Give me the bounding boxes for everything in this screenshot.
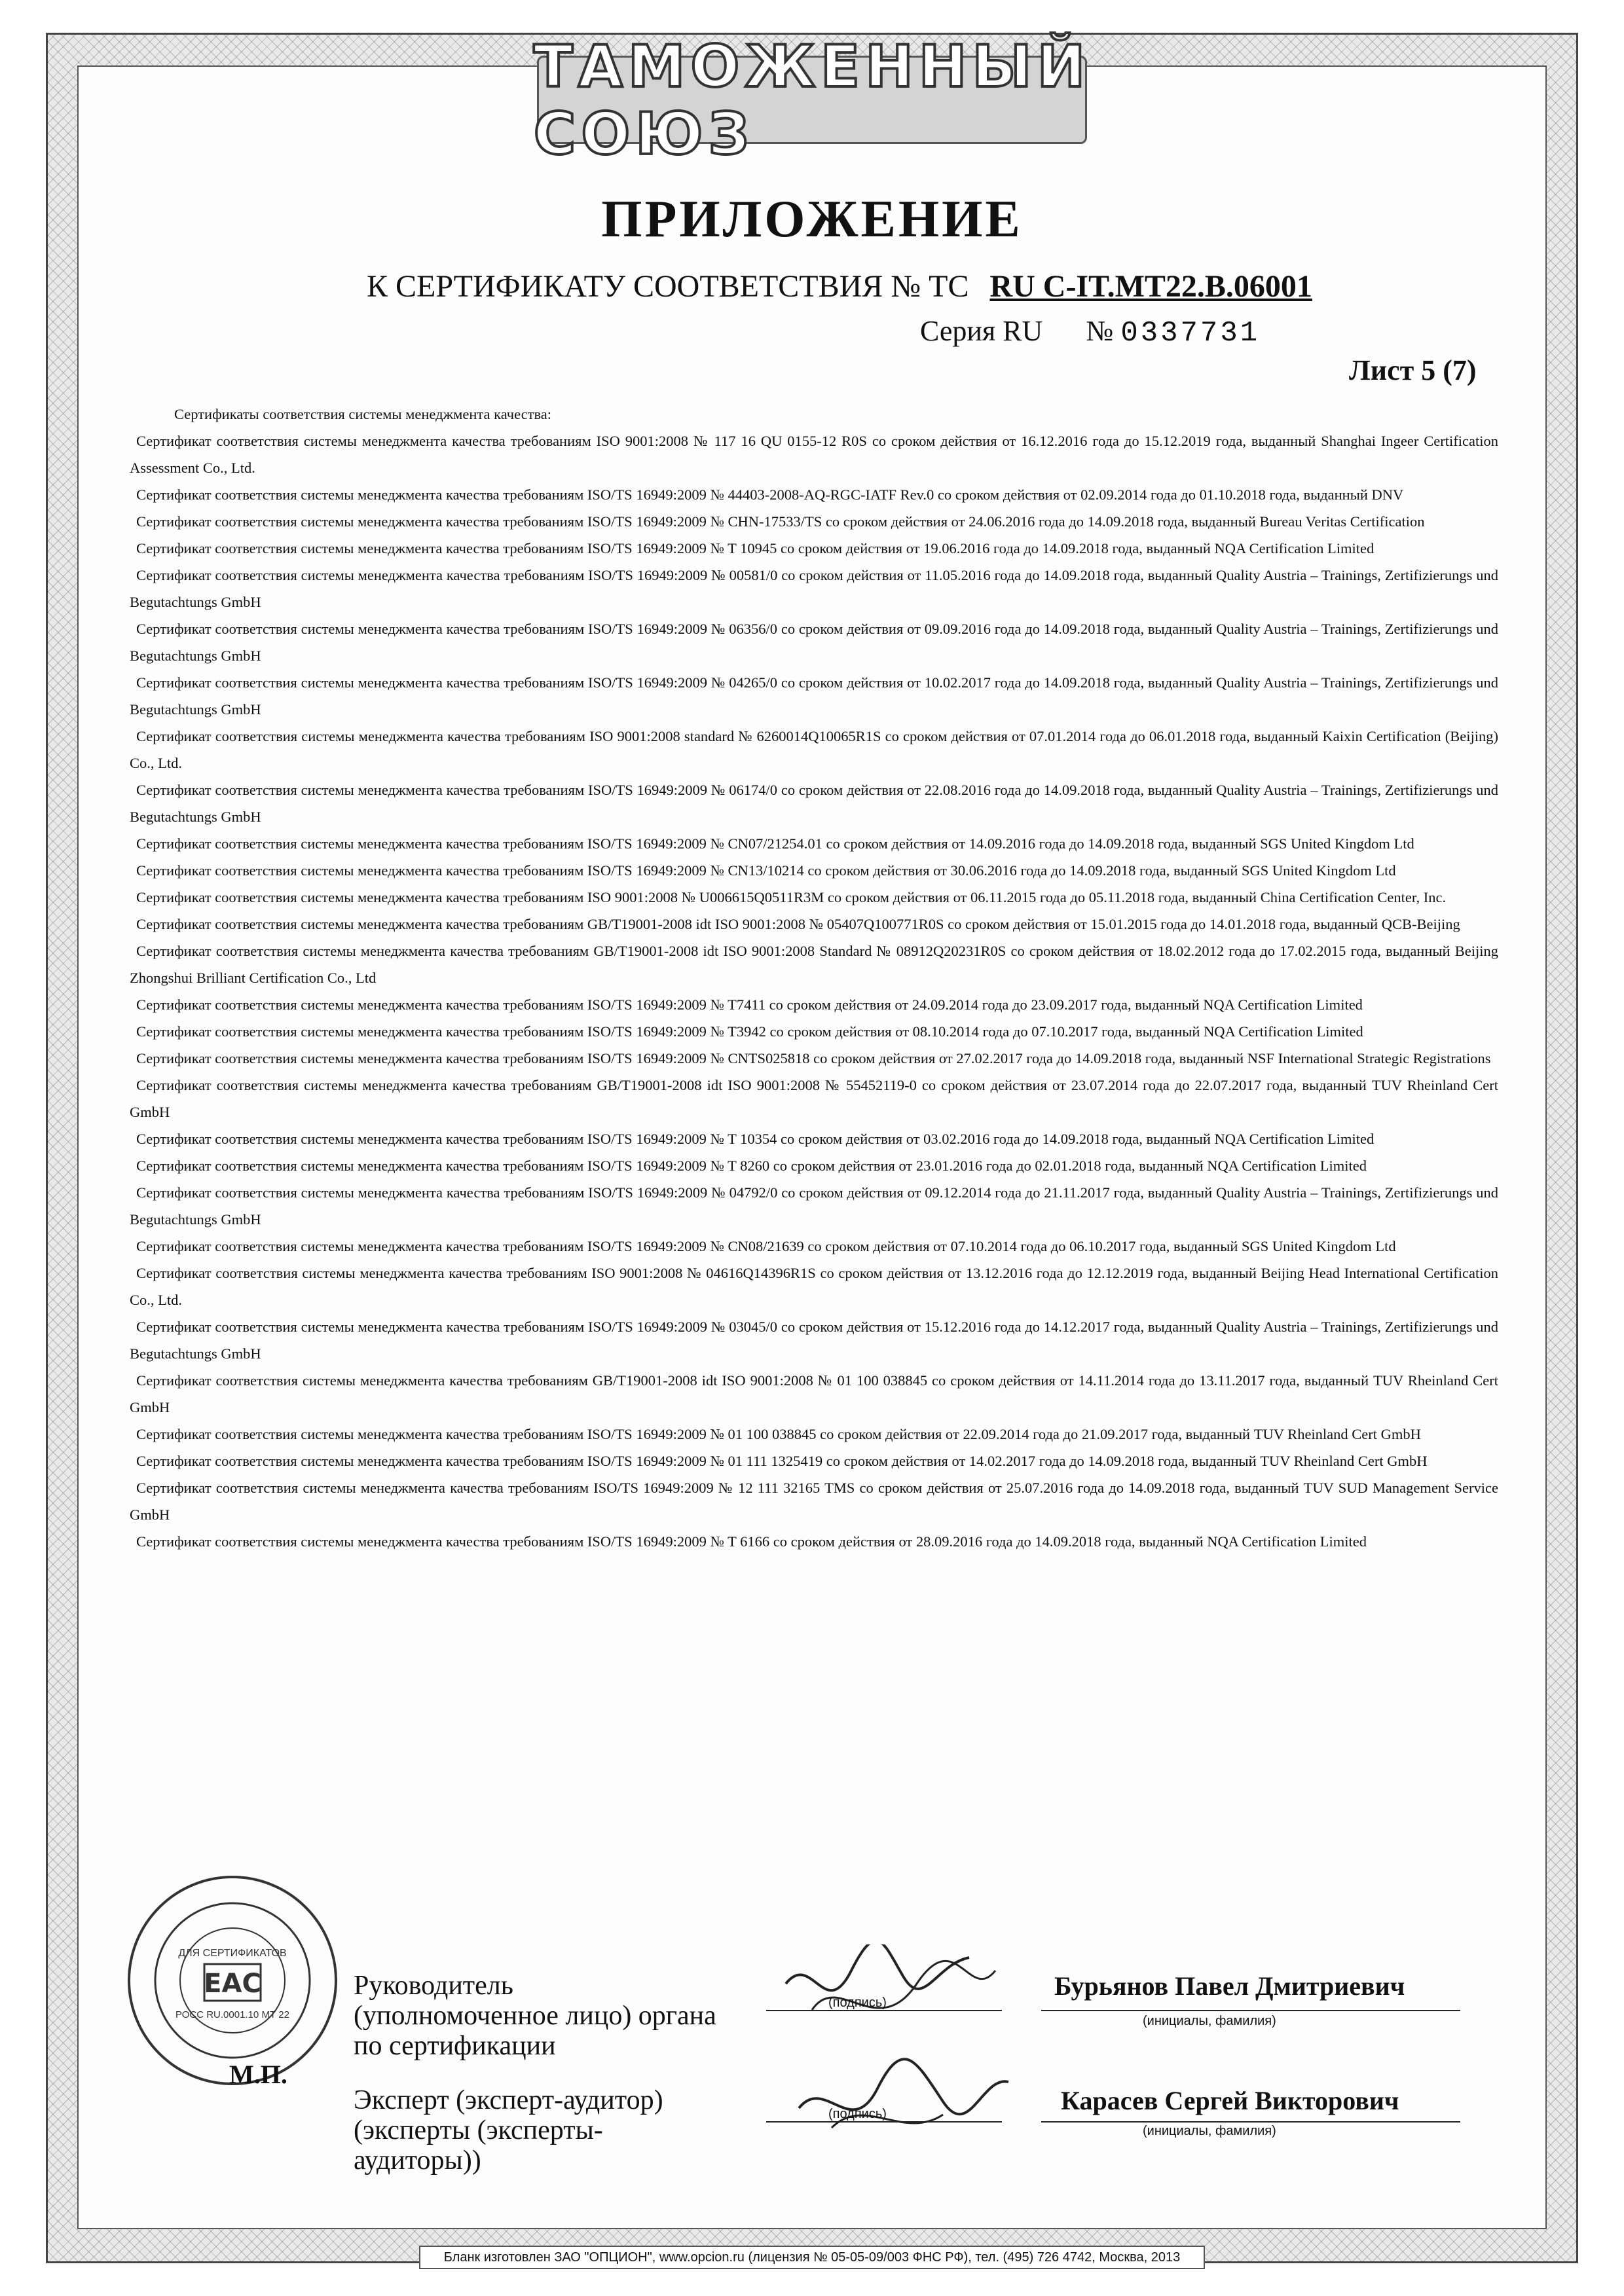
list-heading: Сертификаты соответствия системы менеджмента качества:	[174, 406, 552, 422]
certificate-item: Сертификат соответствия системы менеджмента качества требованиям ISO 9001:2008 standard № 6260014Q10065R1S со сроком действия от 07.01.2014 года до 06.01.2018 года, выданный Kaixin Certification (Beijing) Co., Ltd.	[130, 728, 1498, 771]
certificate-item: Сертификат соответствия системы менеджмента качества требованиям ISO/TS 16949:2009 № 01 100 038845 со сроком действия от 22.09.2014 года до 21.09.2017 года, выданный TUV Rheinland Cert GmbH	[136, 1426, 1421, 1442]
head-name-line	[1041, 2010, 1460, 2011]
certificate-item: Сертификат соответствия системы менеджмента качества требованиям ISO/TS 16949:2009 № 03045/0 со сроком действия от 15.12.2016 года до 14.12.2017 года, выданный Quality Austria – Trainings, Zertifizierungs und Begutachtungs GmbH	[130, 1319, 1498, 1362]
certificate-item: Сертификат соответствия системы менеджмента качества требованиям ISO/TS 16949:2009 № 04265/0 со сроком действия от 10.02.2017 года до 14.09.2018 года, выданный Quality Austria – Trainings, Zertifizierungs und Begutachtungs GmbH	[130, 674, 1498, 718]
stamp-reg-number: РОСС RU.0001.10 МТ 22	[175, 2009, 289, 2020]
series-number-label: №	[1086, 315, 1114, 347]
head-name: Бурьянов Павел Дмитриевич	[1054, 1971, 1405, 2001]
cert-prefix: К СЕРТИФИКАТУ СООТВЕТСТВИЯ № ТС	[367, 269, 969, 304]
stamp-inner-label: ДЛЯ СЕРТИФИКАТОВ	[178, 1948, 287, 1959]
certificate-item: Сертификат соответствия системы менеджмента качества требованиям ISO/TS 16949:2009 № T 10354 со сроком действия от 03.02.2016 года до 14.09.2018 года, выданный NQA Certification Limited	[136, 1131, 1375, 1147]
customs-union-banner	[533, 32, 1091, 168]
seal-place-mp: М.П.	[229, 2060, 287, 2089]
expert-name-line	[1041, 2121, 1460, 2123]
certificate-item: Сертификат соответствия системы менеджмента качества требованиям ISO/TS 16949:2009 № CN07/21254.01 со сроком действия от 14.09.2016 года до 14.09.2018 года, выданный SGS United Kingdom Ltd	[136, 835, 1414, 852]
certificate-item: Сертификат соответствия системы менеджмента качества требованиям ISO/TS 16949:2009 № T 6166 со сроком действия от 28.09.2016 года до 14.09.2018 года, выданный NQA Certification Limited	[136, 1533, 1367, 1550]
stamp-eac-mark: ЕАС	[204, 1969, 261, 1999]
sheet-number: Лист 5 (7)	[1349, 354, 1477, 386]
certificate-item: Сертификат соответствия системы менеджмента качества требованиям GB/T19001-2008 idt ISO 9001:2008 № 55452119-0 со сроком действия от 23.07.2014 года до 22.07.2017 года, выданный TUV Rheinland Cert GmbH	[130, 1077, 1498, 1120]
certification-stamp	[124, 1872, 341, 2088]
certificate-item: Сертификат соответствия системы менеджмента качества требованиям ISO/TS 16949:2009 № 06174/0 со сроком действия от 22.08.2016 года до 14.09.2018 года, выданный Quality Austria – Trainings, Zertifizierungs und Begutachtungs GmbH	[130, 782, 1498, 825]
series-label: Серия RU	[920, 315, 1043, 347]
certificate-item: Сертификат соответствия системы менеджмента качества требованиям GB/T19001-2008 idt ISO 9001:2008 № 01 100 038845 со сроком действия от 14.11.2014 года до 13.11.2017 года, выданный TUV Rheinland Cert GmbH	[130, 1372, 1498, 1415]
expert-name: Карасев Сергей Викторович	[1061, 2086, 1399, 2115]
certificate-number-line	[367, 268, 1312, 304]
cert-number: RU C-IT.MT22.B.06001	[989, 269, 1312, 304]
head-initials-hint: (инициалы, фамилия)	[1143, 2014, 1276, 2028]
certificate-item: Сертификат соответствия системы менеджмента качества требованиям ISO 9001:2008 № 04616Q14396R1S со сроком действия от 13.12.2016 года до 12.12.2019 года, выданный Beijing Head International Certification Co., Ltd.	[130, 1265, 1498, 1308]
series-line	[920, 314, 1260, 350]
certificate-item: Сертификат соответствия системы менеджмента качества требованиям ISO/TS 16949:2009 № CNTS025818 со сроком действия от 27.02.2017 года до 14.09.2018 года, выданный NSF International Strategic Registrations	[136, 1050, 1491, 1066]
certificate-item: Сертификат соответствия системы менеджмента качества требованиям ISO/TS 16949:2009 № 01 111 1325419 со сроком действия от 14.02.2017 года до 14.09.2018 года, выданный TUV Rheinland Cert GmbH	[136, 1453, 1428, 1469]
signatures-graphic	[773, 1944, 1022, 2154]
expert-initials-hint: (инициалы, фамилия)	[1143, 2124, 1276, 2138]
certificate-item: Сертификат соответствия системы менеджмента качества требованиям ISO 9001:2008 № U006615Q0511R3M со сроком действия от 06.11.2015 года до 05.11.2018 года, выданный China Certification Center, Inc.	[136, 889, 1447, 905]
certificate-list	[130, 401, 1498, 1555]
certificate-item: Сертификат соответствия системы менеджмента качества требованиям ISO/TS 16949:2009 № CN08/21639 со сроком действия от 07.10.2014 года до 06.10.2017 года, выданный SGS United Kingdom Ltd	[136, 1238, 1396, 1254]
certificate-item: Сертификат соответствия системы менеджмента качества требованиям GB/T19001-2008 idt ISO 9001:2008 Standard № 08912Q20231R0S со сроком действия от 18.02.2012 года до 17.02.2015 года, выданный Beijing Zhongshui Brilliant Certification Co., Ltd	[130, 943, 1498, 986]
series-number: 0337731	[1120, 317, 1261, 350]
certificate-item: Сертификат соответствия системы менеджмента качества требованиям ISO/TS 16949:2009 № CHN-17533/TS со сроком действия от 24.06.2016 года до 14.09.2018 года, выданный Bureau Veritas Certification	[136, 513, 1425, 530]
certificate-item: Сертификат соответствия системы менеджмента качества требованиям ISO/TS 16949:2009 № T 10945 со сроком действия от 19.06.2016 года до 14.09.2018 года, выданный NQA Certification Limited	[136, 540, 1375, 556]
certificate-items	[130, 428, 1498, 1555]
footer-imprint: Бланк изготовлен ЗАО "ОПЦИОН", www.opcion.ru (лицензия № 05-05-09/003 ФНС РФ), тел. (495) 726 4742, Москва, 2013	[419, 2246, 1205, 2269]
certificate-item: Сертификат соответствия системы менеджмента качества требованиям ISO/TS 16949:2009 № T 8260 со сроком действия от 23.01.2016 года до 02.01.2018 года, выданный NQA Certification Limited	[136, 1157, 1367, 1174]
expert-signature-label: Эксперт (эксперт-аудитор) (эксперты (эксперты-аудиторы))	[354, 2085, 663, 2176]
certificate-item: Сертификат соответствия системы менеджмента качества требованиям ISO/TS 16949:2009 № 44403-2008-AQ-RGC-IATF Rev.0 со сроком действия от 02.09.2014 года до 01.10.2018 года, выданный DNV	[136, 486, 1404, 503]
expert-sign-hint: (подпись)	[828, 2107, 887, 2121]
certificate-item: Сертификат соответствия системы менеджмента качества требованиям ISO/TS 16949:2009 № T3942 со сроком действия от 08.10.2014 года до 07.10.2017 года, выданный NQA Certification Limited	[136, 1023, 1363, 1040]
certificate-item: Сертификат соответствия системы менеджмента качества требованиям ISO/TS 16949:2009 № 04792/0 со сроком действия от 09.12.2014 года до 21.11.2017 года, выданный Quality Austria – Trainings, Zertifizierungs und Begutachtungs GmbH	[130, 1184, 1498, 1228]
head-sign-hint: (подпись)	[828, 1995, 887, 2010]
certificate-item: Сертификат соответствия системы менеджмента качества требованиям ISO/TS 16949:2009 № 12 111 32165 TMS со сроком действия от 25.07.2016 года до 14.09.2018 года, выданный TUV SUD Management Service GmbH	[130, 1480, 1498, 1523]
document-title: ПРИЛОЖЕНИЕ	[601, 191, 1023, 248]
certificate-item: Сертификат соответствия системы менеджмента качества требованиям ISO/TS 16949:2009 № 00581/0 со сроком действия от 11.05.2016 года до 14.09.2018 года, выданный Quality Austria – Trainings, Zertifizierungs und Begutachtungs GmbH	[130, 567, 1498, 610]
certificate-item: Сертификат соответствия системы менеджмента качества требованиям ISO 9001:2008 № 117 16 QU 0155-12 R0S со сроком действия от 16.12.2016 года до 15.12.2019 года, выданный Shanghai Ingeer Certification Assessment Co., Ltd.	[130, 433, 1498, 476]
banner-text: ТАМОЖЕННЫЙ СОЮЗ	[533, 32, 1091, 168]
certificate-item: Сертификат соответствия системы менеджмента качества требованиям ISO/TS 16949:2009 № 06356/0 со сроком действия от 09.09.2016 года до 14.09.2018 года, выданный Quality Austria – Trainings, Zertifizierungs und Begutachtungs GmbH	[130, 621, 1498, 664]
head-signature-label: Руководитель (уполномоченное лицо) органа по сертификации	[354, 1971, 716, 2061]
certificate-item: Сертификат соответствия системы менеджмента качества требованиям ISO/TS 16949:2009 № CN13/10214 со сроком действия от 30.06.2016 года до 14.09.2018 года, выданный SGS United Kingdom Ltd	[136, 862, 1396, 879]
certificate-item: Сертификат соответствия системы менеджмента качества требованиям GB/T19001-2008 idt ISO 9001:2008 № 05407Q100771R0S со сроком действия от 15.01.2015 года до 14.01.2018 года, выданный QCB-Beijing	[136, 916, 1460, 932]
certificate-item: Сертификат соответствия системы менеджмента качества требованиям ISO/TS 16949:2009 № T7411 со сроком действия от 24.09.2014 года до 23.09.2017 года, выданный NQA Certification Limited	[136, 996, 1363, 1013]
